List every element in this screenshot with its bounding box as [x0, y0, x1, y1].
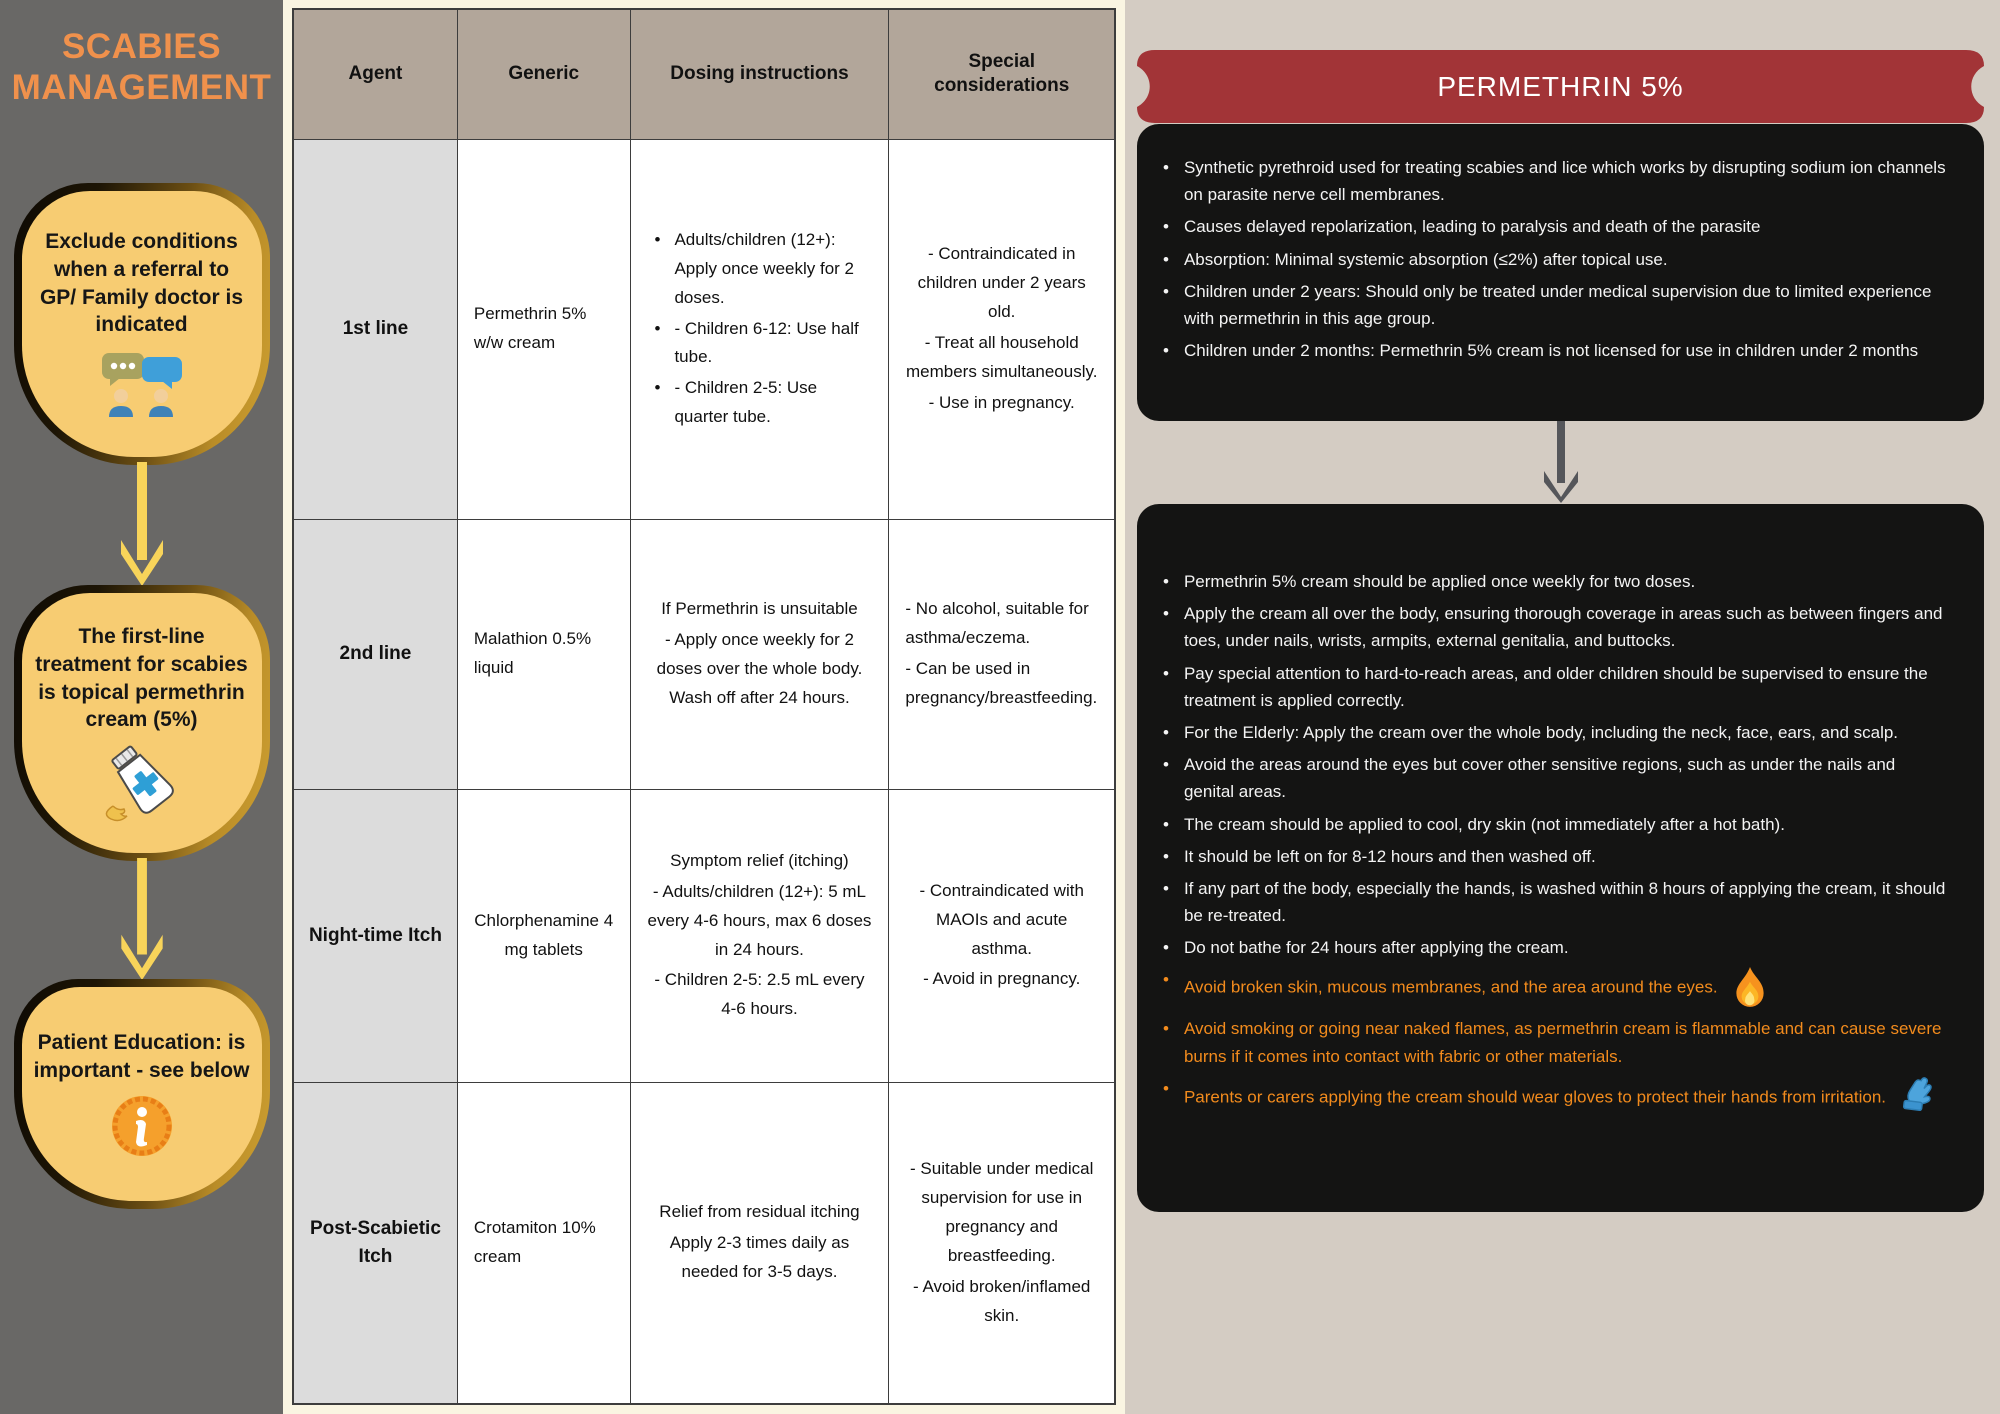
generic-text: Permethrin 5% w/w cream — [473, 304, 587, 352]
dosing-bullet-list — [647, 226, 873, 432]
bullet-dot: • — [654, 229, 661, 249]
special-cell — [889, 789, 1115, 1082]
col-header-agent: Agent — [293, 9, 457, 139]
treatment-table — [292, 8, 1116, 1405]
table-row — [293, 519, 1115, 789]
bullet-dot: • — [1163, 341, 1169, 361]
dosing-bullet-text: - Children 6-12: Use half tube. — [674, 318, 859, 367]
info-bullet-text: Absorption: Minimal systemic absorption (≤2%) after topical use. — [1183, 249, 1668, 269]
col-header-dosing: Dosing instructions — [630, 9, 889, 139]
dosing-bullet — [655, 374, 873, 432]
info-bullet — [1163, 1075, 1946, 1121]
bullet-dot: • — [1163, 814, 1169, 834]
table-header-row — [293, 9, 1115, 139]
flow-step-first-line-treatment — [14, 585, 270, 861]
info-bullet — [1163, 843, 1946, 870]
permethrin-banner — [1137, 50, 1984, 123]
bullet-dot: • — [1163, 249, 1169, 269]
generic-text: Malathion 0.5% liquid — [473, 629, 592, 677]
generic-cell — [457, 1082, 630, 1404]
agent-cell: Post-Scabietic Itch — [293, 1082, 457, 1404]
bullet-dot: • — [1163, 846, 1169, 866]
down-arrow-yellow — [119, 462, 165, 588]
generic-cell — [457, 139, 630, 519]
dosing-line: Relief from residual itching — [659, 1202, 860, 1222]
flow-step-box — [22, 191, 262, 457]
special-line: - Treat all household members simultaneously. — [905, 333, 1098, 381]
special-line: - No alcohol, suitable for asthma/eczema. — [905, 599, 1089, 648]
dosing-bullet — [655, 226, 873, 313]
bullet-dot: • — [1163, 663, 1169, 683]
info-bullet-text: Apply the cream all over the body, ensuring thorough coverage in areas such as between fingers and toes, under nails, wrists, armpits, external genitalia, and buttocks. — [1183, 604, 1943, 651]
info-bullet — [1163, 751, 1946, 805]
generic-cell — [457, 789, 630, 1082]
fire-icon — [1732, 966, 1768, 1010]
dosing-cell — [630, 1082, 889, 1404]
info-bullet-text: Children under 2 months: Permethrin 5% cream is not licensed for use in children under 2 months — [1183, 341, 1919, 361]
info-bullet — [1163, 1015, 1946, 1069]
sidebar — [0, 0, 283, 1414]
dosing-line: - Apply once weekly for 2 doses over the whole body. Wash off after 24 hours. — [656, 630, 863, 707]
bullet-dot: • — [1163, 878, 1169, 898]
banner-title: PERMETHRIN 5% — [1437, 70, 1684, 102]
table-row — [293, 789, 1115, 1082]
agent-cell: 1st line — [293, 139, 457, 519]
col-header-special: Special considerations — [889, 9, 1115, 139]
flow-step-patient-education — [14, 979, 270, 1209]
special-cell — [889, 519, 1115, 789]
info-bullet-text: Permethrin 5% cream should be applied once weekly for two doses. — [1183, 572, 1696, 591]
info-bullet-text: Children under 2 years: Should only be treated under medical supervision due to limited experience with permethrin in this age group. — [1183, 281, 1932, 328]
special-line: - Use in pregnancy. — [928, 392, 1075, 412]
dosing-bullet-text: Adults/children (12+): Apply once weekly for 2 doses. — [674, 229, 854, 307]
bullet-dot: • — [1163, 755, 1169, 775]
info-bullet — [1163, 213, 1946, 240]
info-bullet-text: Avoid smoking or going near naked flames, as permethrin cream is flammable and can cause severe burns if it comes into contact with fabric or other materials. — [1183, 1019, 1942, 1066]
info-bullet-text: For the Elderly: Apply the cream over the whole body, including the neck, face, ears, and scalp. — [1183, 722, 1899, 742]
dosing-line: Apply 2-3 times daily as needed for 3-5 days. — [669, 1233, 850, 1282]
table-row — [293, 139, 1115, 519]
page-title: SCABIES MANAGEMENT — [11, 27, 272, 108]
dosing-line: Symptom relief (itching) — [670, 850, 849, 870]
bullet-dot: • — [1163, 1019, 1169, 1039]
info-bullet — [1163, 660, 1946, 714]
flow-step-box — [22, 593, 262, 853]
permethrin-panel — [1125, 0, 2000, 1414]
dosing-cell — [630, 139, 889, 519]
dosing-line: If Permethrin is unsuitable — [661, 599, 858, 619]
flow-step-exclude-conditions — [14, 183, 270, 465]
bullet-dot: • — [1163, 1078, 1169, 1098]
special-line: - Can be used in pregnancy/breastfeeding. — [905, 659, 1098, 707]
bullet-dot: • — [1163, 572, 1169, 591]
bullet-dot: • — [1163, 281, 1169, 301]
special-line: - Suitable under medical supervision for use in pregnancy and breastfeeding. — [910, 1159, 1094, 1265]
bullet-dot: • — [1163, 970, 1169, 990]
info-bullet — [1163, 568, 1946, 595]
generic-text: Chlorphenamine 4 mg tablets — [474, 910, 614, 959]
info-bullet — [1163, 966, 1946, 1010]
treatment-table-panel — [283, 0, 1125, 1414]
info-bullet-text: Pay special attention to hard-to-reach areas, and older children should be supervised to ensure the treatment is applied correctly. — [1183, 663, 1928, 710]
table-row — [293, 1082, 1115, 1404]
chat-icon — [94, 349, 190, 419]
table-body — [293, 139, 1115, 1404]
gloves-icon — [1900, 1075, 1946, 1121]
permethrin-info-box — [1137, 124, 1984, 421]
dosing-line: - Adults/children (12+): 5 mL every 4-6 hours, max 6 doses in 24 hours. — [647, 881, 872, 959]
info-bullet-text: It should be left on for 8-12 hours and then washed off. — [1183, 846, 1596, 866]
special-cell — [889, 1082, 1115, 1404]
special-line: - Contraindicated in children under 2 years old. — [917, 244, 1086, 322]
dosing-bullet-text: - Children 2-5: Use quarter tube. — [674, 378, 818, 427]
flow-step-text: Exclude conditions when a referral to GP/ Family doctor is indicated — [39, 230, 244, 337]
application-instructions-box — [1137, 504, 1984, 1212]
info-bullet — [1163, 719, 1946, 746]
info-icon — [110, 1094, 174, 1158]
flowchart — [0, 183, 283, 1209]
info-bullet-text: Avoid broken skin, mucous membranes, and the area around the eyes. — [1184, 966, 1768, 1010]
flow-step-box — [22, 987, 262, 1201]
special-line: - Contraindicated with MAOIs and acute asthma. — [919, 880, 1084, 958]
special-cell — [889, 139, 1115, 519]
bullet-dot: • — [1163, 604, 1169, 624]
info-bullet-text: Parents or carers applying the cream should wear gloves to protect their hands from irritation. — [1184, 1075, 1946, 1121]
info-bullet — [1163, 154, 1946, 208]
info-bullet — [1163, 600, 1946, 654]
special-line: - Avoid broken/inflamed skin. — [913, 1276, 1091, 1325]
cream-tube-icon — [99, 744, 185, 822]
bullet-dot: • — [1163, 938, 1169, 958]
dosing-bullet — [655, 315, 873, 373]
info-bullet-text: Avoid the areas around the eyes but cover other sensitive regions, such as under the nails and genital areas. — [1183, 755, 1896, 802]
info-bullet-text: Synthetic pyrethroid used for treating scabies and lice which works by disrupting sodium ion channels on parasite nerve cell membranes. — [1183, 158, 1946, 205]
down-arrow-gray — [1541, 421, 1581, 504]
col-header-generic: Generic — [457, 9, 630, 139]
flow-step-text: Patient Education: is important - see below — [33, 1030, 250, 1082]
info-bullet — [1163, 811, 1946, 838]
arrow-between-boxes — [1137, 421, 1984, 504]
bullet-dot: • — [1163, 217, 1169, 237]
info-bullet — [1163, 934, 1946, 961]
down-arrow-yellow — [119, 858, 165, 982]
info-bullet — [1163, 875, 1946, 929]
bullet-dot: • — [1163, 158, 1169, 177]
bullet-dot: • — [654, 318, 661, 338]
info-bullet — [1163, 246, 1946, 273]
agent-cell: 2nd line — [293, 519, 457, 789]
generic-cell — [457, 519, 630, 789]
info-bullet-text: Do not bathe for 24 hours after applying the cream. — [1183, 938, 1569, 958]
generic-text: Crotamiton 10% cream — [473, 1217, 596, 1266]
dosing-cell — [630, 789, 889, 1082]
special-line: - Avoid in pregnancy. — [923, 969, 1081, 989]
info-bullet-text: The cream should be applied to cool, dry skin (not immediately after a hot bath). — [1183, 814, 1785, 834]
info-bullet-text: Causes delayed repolarization, leading to paralysis and death of the parasite — [1183, 217, 1761, 237]
dosing-cell — [630, 519, 889, 789]
dosing-line: - Children 2-5: 2.5 mL every 4-6 hours. — [654, 970, 865, 1019]
bullet-dot: • — [1163, 722, 1169, 742]
agent-cell: Night-time Itch — [293, 789, 457, 1082]
info-bullet — [1163, 337, 1946, 364]
info-bullet-text: If any part of the body, especially the hands, is washed within 8 hours of applying the cream, it should be re-treated. — [1183, 878, 1946, 926]
flow-step-text: The first-line treatment for scabies is topical permethrin cream (5%) — [35, 625, 248, 732]
info-bullet — [1163, 278, 1946, 332]
bullet-dot: • — [654, 378, 661, 398]
